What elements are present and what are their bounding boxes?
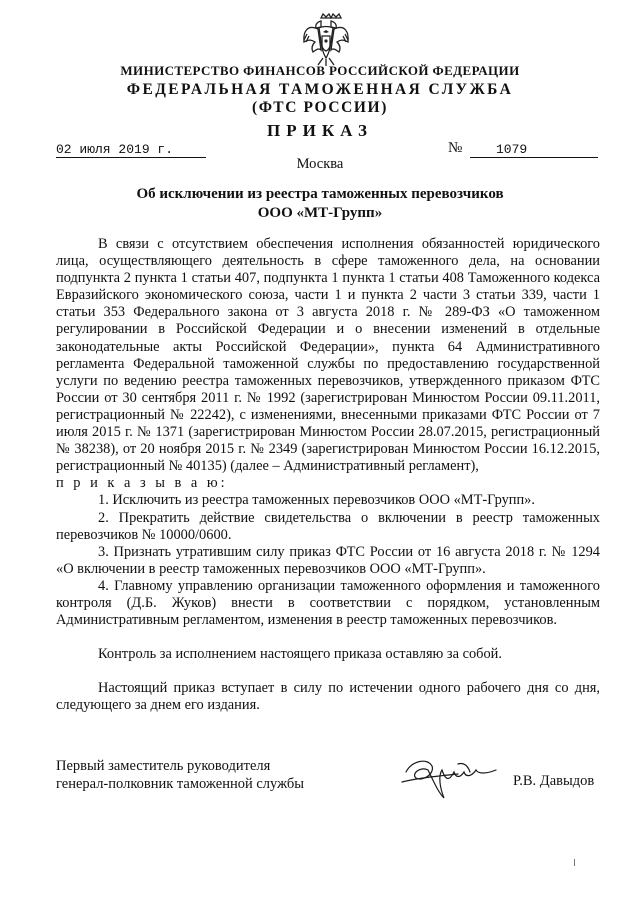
order-item-1: 1. Исключить из реестра таможенных перевозчиков ООО «МТ-Групп». [98,492,535,509]
service-abbreviation: (ФТС РОССИИ) [252,99,388,116]
number-sign: № [448,140,463,156]
control-paragraph: Контроль за исполнением настоящего приказа оставляю за собой. [98,646,502,663]
order-date: 02 июля 2019 г. [56,142,206,158]
order-item-2: 2. Прекратить действие свидетельства о включении в реестр таможенных перевозчиков № 10000/0600. [56,509,600,543]
order-word: п р и к а з ы в а ю: [56,475,228,492]
scan-mark [574,859,575,866]
preamble-paragraph: В связи с отсутствием обеспечения исполнения обязанностей юридического лица, осуществляющего деятельность в сфере таможенного дела, на основании подпункта 2 пункта 1 статьи 407, подпункта 1 пункта 1 статьи 408 Таможенного кодекса Евразийского экономического союза, части 1 и пункта 2 части 3 статьи 339, части 1 статьи 353 Федерального закона от 3 августа 2018 г. № 289-ФЗ «О таможенном регулировании в Российской Федерации и о внесении изменений в отдельные законодательные акты Российской Федерации», пункта 64 Административного регламента Федеральной таможенной службы по предоставлению государственной услуги по ведению реестра таможенных перевозчиков, утвержденного приказом ФТС России от 30 сентября 2011 г. № 1992 (зарегистрирован Минюстом России 09.11.2011, регистрационный № 22242), с изменениями, внесенными приказами ФТС России от 7 июля 2015 г. № 1371 (зарегистрирован Минюстом России 28.07.2015, регистрационный № 38238), от 20 ноября 2015 г. № 2349 (зарегистрирован Минюстом России 16.12.2015, регистрационный № 40135) (далее – Административный регламент), [56,236,600,475]
order-word-paragraph [56,475,600,492]
position-line-1: Первый заместитель руководителя [56,758,271,774]
service-name: ФЕДЕРАЛЬНАЯ ТАМОЖЕННАЯ СЛУЖБА [126,81,514,98]
signatory-position [56,757,304,793]
handwritten-signature [398,752,508,800]
ministry-name: МИНИСТЕРСТВО ФИНАНСОВ РОССИЙСКОЙ ФЕДЕРАЦИИ [120,63,520,78]
coat-of-arms-emblem [301,12,351,68]
document-type-title: ПРИКАЗ [267,121,373,140]
document-body [56,236,600,714]
subject-line-1: Об исключении из реестра таможенных перевозчиков [136,186,504,202]
position-line-2: генерал-полковник таможенной службы [56,776,305,792]
city: Москва [296,156,344,172]
effective-paragraph: Настоящий приказ вступает в силу по истечении одного рабочего дня со дня, следующего за днем его издания. [56,680,600,714]
signatory-name: Р.В. Давыдов [513,773,595,789]
order-number-value: 1079 [496,142,528,157]
order-item-4: 4. Главному управлению организации таможенного оформления и таможенного контроля (Д.Б. Жуков) внести в соответствии с порядком, установленным Административным регламентом, изменения в реестр таможенных перевозчиков. [56,577,600,629]
subject-line-2: ООО «МТ-Групп» [257,205,383,221]
order-item-3: 3. Признать утратившим силу приказ ФТС России от 16 августа 2018 г. № 1294 «О включении в реестр таможенных перевозчиков ООО «МТ-Групп». [56,543,600,577]
